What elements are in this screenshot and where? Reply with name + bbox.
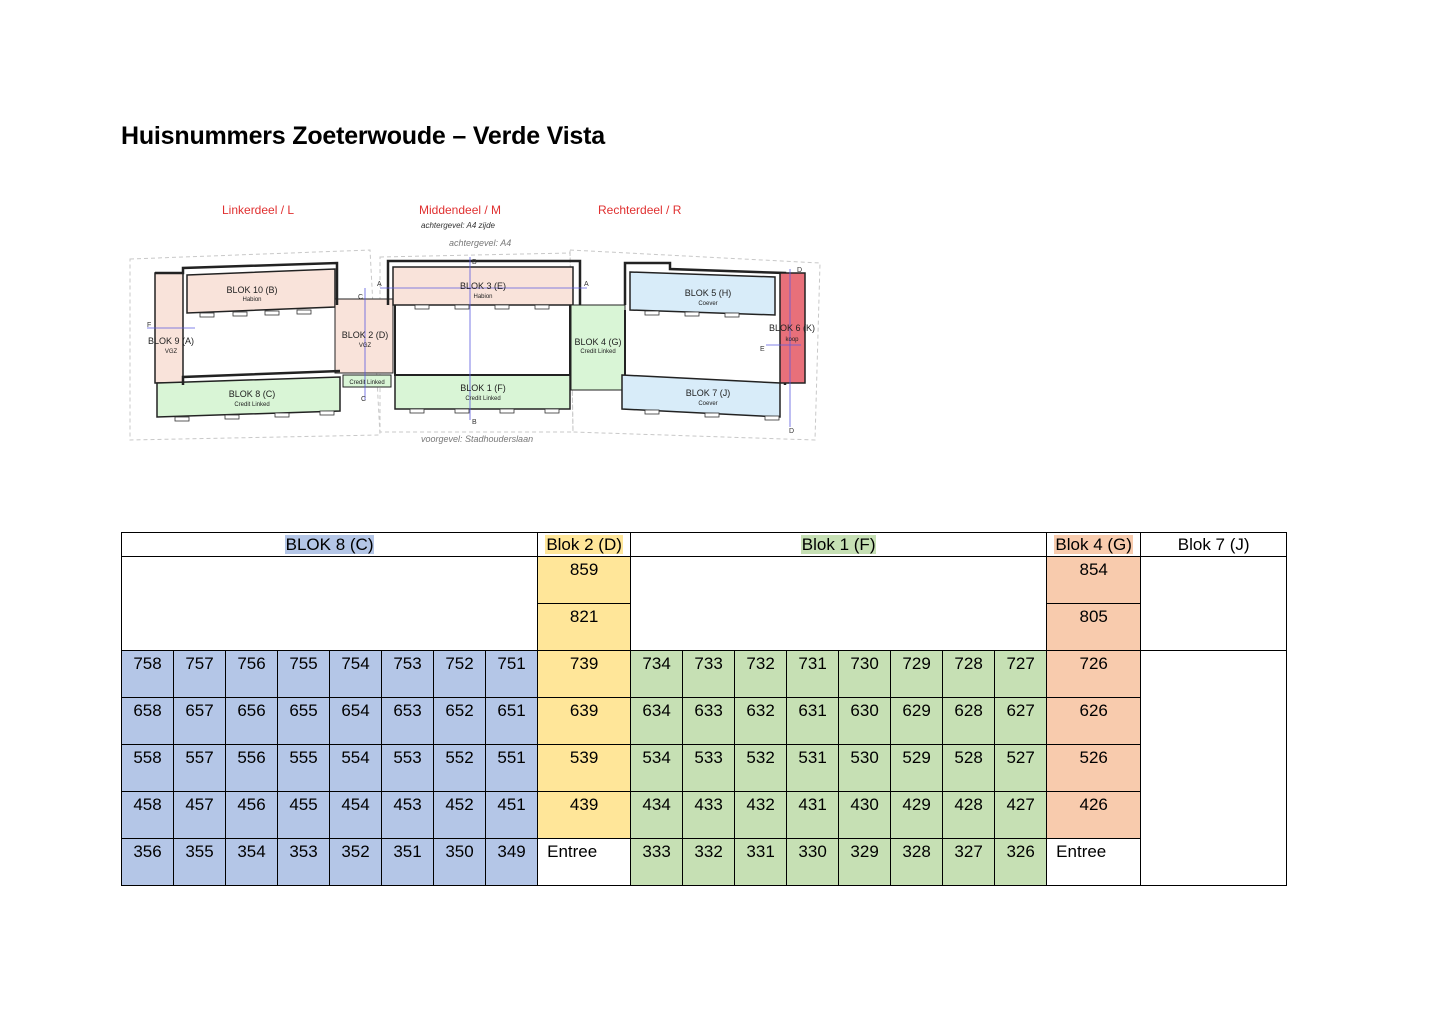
cell-value: 434 bbox=[642, 795, 671, 814]
empty-cell-blok7-top bbox=[1141, 557, 1287, 651]
cell-value: 331 bbox=[746, 842, 775, 861]
credit-linked-strip-label: Credit Linked bbox=[349, 380, 385, 386]
cell-value: 530 bbox=[850, 748, 879, 767]
cell-value: 329 bbox=[850, 842, 879, 861]
cell-blok1 bbox=[735, 839, 787, 886]
cell-blok4 bbox=[1047, 839, 1141, 886]
cell-blok8 bbox=[486, 698, 538, 745]
cell-blok8 bbox=[122, 839, 174, 886]
cell-blok8 bbox=[174, 745, 226, 792]
blok-1-sub: Credit Linked bbox=[465, 396, 501, 402]
cell-value: 531 bbox=[798, 748, 827, 767]
cell-value: 428 bbox=[954, 795, 983, 814]
section-mark-b1: B bbox=[472, 259, 477, 266]
cell-value: 551 bbox=[497, 748, 526, 767]
cell-value: 454 bbox=[341, 795, 370, 814]
table-row bbox=[122, 651, 1287, 698]
cell-value: 758 bbox=[133, 654, 162, 673]
cell-value: 733 bbox=[694, 654, 723, 673]
cell-value: 332 bbox=[694, 842, 723, 861]
cell-value: 627 bbox=[1006, 701, 1035, 720]
cell-value: 727 bbox=[1006, 654, 1035, 673]
cell-value: 656 bbox=[237, 701, 266, 720]
cell-blok8 bbox=[174, 698, 226, 745]
cell-blok1 bbox=[891, 745, 943, 792]
cell-blok8 bbox=[486, 651, 538, 698]
blok-8-sub: Credit Linked bbox=[234, 402, 270, 408]
cell-value: 534 bbox=[642, 748, 671, 767]
cell-value: 633 bbox=[694, 701, 723, 720]
header-blok2-label: Blok 2 (D) bbox=[546, 534, 622, 554]
cell-value: 353 bbox=[289, 842, 318, 861]
cell-blok1 bbox=[943, 745, 995, 792]
blok-3-sub: Habion bbox=[473, 294, 493, 300]
blok-7-sub: Coever bbox=[698, 401, 718, 407]
table-row bbox=[122, 745, 1287, 792]
cell-value: 333 bbox=[642, 842, 671, 861]
house-number-table bbox=[121, 532, 1287, 886]
cell-blok2 bbox=[538, 557, 631, 604]
header-blok4-label: Blok 4 (G) bbox=[1055, 534, 1132, 554]
cell-value: 626 bbox=[1079, 701, 1108, 720]
section-mark-d1: D bbox=[797, 267, 803, 274]
cell-blok1 bbox=[995, 792, 1047, 839]
cell-value: 349 bbox=[497, 842, 526, 861]
cell-blok1 bbox=[787, 745, 839, 792]
cell-value: 732 bbox=[746, 654, 775, 673]
table-row bbox=[122, 698, 1287, 745]
table-row bbox=[122, 792, 1287, 839]
blok-2-label: BLOK 2 (D) bbox=[341, 330, 389, 340]
site-floor-plan bbox=[125, 195, 825, 450]
blok-7-label: BLOK 7 (J) bbox=[685, 388, 731, 398]
cell-blok1 bbox=[735, 698, 787, 745]
header-blok1 bbox=[631, 533, 1047, 557]
cell-blok4 bbox=[1047, 651, 1141, 698]
cell-blok8 bbox=[434, 839, 486, 886]
cell-value: 755 bbox=[289, 654, 318, 673]
cell-value: 752 bbox=[445, 654, 474, 673]
cell-value: Entree bbox=[547, 842, 598, 861]
blok-8-label: BLOK 8 (C) bbox=[228, 389, 276, 399]
blok-10-sub: Habion bbox=[242, 297, 262, 303]
cell-blok8 bbox=[278, 651, 330, 698]
cell-value: 452 bbox=[445, 795, 474, 814]
cell-value: 628 bbox=[954, 701, 983, 720]
blok-4-sub: Credit Linked bbox=[580, 349, 616, 355]
cell-value: 652 bbox=[445, 701, 474, 720]
cell-blok1 bbox=[735, 651, 787, 698]
cell-value: 451 bbox=[497, 795, 526, 814]
header-blok4 bbox=[1047, 533, 1141, 557]
cell-blok8 bbox=[122, 651, 174, 698]
blok-1-label: BLOK 1 (F) bbox=[460, 383, 506, 393]
cell-value: 356 bbox=[133, 842, 162, 861]
cell-blok1 bbox=[683, 651, 735, 698]
cell-blok2 bbox=[538, 651, 631, 698]
section-mark-c1: C bbox=[358, 294, 364, 301]
cell-blok1 bbox=[787, 839, 839, 886]
cell-value: 533 bbox=[694, 748, 723, 767]
cell-blok1 bbox=[631, 651, 683, 698]
cell-value: 458 bbox=[133, 795, 162, 814]
cell-value: 634 bbox=[642, 701, 671, 720]
empty-cell-blok7 bbox=[1141, 651, 1287, 886]
cell-blok2 bbox=[538, 745, 631, 792]
cell-value: 556 bbox=[237, 748, 266, 767]
section-mark-e: E bbox=[760, 346, 765, 353]
cell-value: 805 bbox=[1079, 607, 1108, 626]
cell-blok8 bbox=[278, 745, 330, 792]
cell-blok8 bbox=[278, 839, 330, 886]
cell-value: 734 bbox=[642, 654, 671, 673]
cell-value: 726 bbox=[1079, 654, 1108, 673]
cell-blok1 bbox=[839, 839, 891, 886]
cell-value: 632 bbox=[746, 701, 775, 720]
cell-value: 552 bbox=[445, 748, 474, 767]
cell-value: 739 bbox=[569, 654, 599, 673]
cell-blok8 bbox=[434, 698, 486, 745]
cell-value: 330 bbox=[798, 842, 827, 861]
cell-blok1 bbox=[631, 792, 683, 839]
cell-blok8 bbox=[226, 651, 278, 698]
cell-value: 821 bbox=[569, 607, 599, 626]
cell-blok2 bbox=[538, 698, 631, 745]
cell-value: 653 bbox=[393, 701, 422, 720]
cell-value: 558 bbox=[133, 748, 162, 767]
cell-value: 731 bbox=[798, 654, 827, 673]
cell-value: 655 bbox=[289, 701, 318, 720]
header-blok2 bbox=[538, 533, 631, 557]
cell-value: 657 bbox=[185, 701, 214, 720]
cell-blok1 bbox=[839, 651, 891, 698]
blok-10-label: BLOK 10 (B) bbox=[226, 285, 278, 295]
cell-value: 728 bbox=[954, 654, 983, 673]
cell-blok4 bbox=[1047, 792, 1141, 839]
achtergevel-a4-zijde-label: achtergevel: A4 zijde bbox=[421, 221, 495, 230]
cell-value: 455 bbox=[289, 795, 318, 814]
section-mark-a2: A bbox=[584, 281, 589, 288]
cell-blok8 bbox=[330, 792, 382, 839]
cell-blok1 bbox=[631, 698, 683, 745]
cell-value: 439 bbox=[569, 795, 599, 814]
cell-blok8 bbox=[330, 651, 382, 698]
header-blok8 bbox=[122, 533, 538, 557]
cell-blok8 bbox=[226, 698, 278, 745]
cell-value: 751 bbox=[497, 654, 526, 673]
cell-blok8 bbox=[434, 651, 486, 698]
cell-value: 327 bbox=[954, 842, 983, 861]
blok-5-label: BLOK 5 (H) bbox=[684, 288, 732, 298]
cell-blok8 bbox=[226, 745, 278, 792]
cell-blok2 bbox=[538, 839, 631, 886]
cell-value: 756 bbox=[237, 654, 266, 673]
cell-blok8 bbox=[122, 792, 174, 839]
cell-blok8 bbox=[486, 839, 538, 886]
cell-value: 753 bbox=[393, 654, 422, 673]
cell-value: 527 bbox=[1006, 748, 1035, 767]
empty-cell-blok8 bbox=[122, 557, 538, 651]
cell-blok2 bbox=[538, 792, 631, 839]
blok-5-sub: Coever bbox=[698, 301, 718, 307]
blok-4-shape bbox=[571, 305, 625, 390]
cell-value: 432 bbox=[746, 795, 775, 814]
cell-blok1 bbox=[943, 792, 995, 839]
section-label-left: Linkerdeel / L bbox=[222, 203, 295, 217]
cell-value: 854 bbox=[1079, 560, 1108, 579]
cell-blok1 bbox=[891, 651, 943, 698]
cell-value: 532 bbox=[746, 748, 775, 767]
cell-blok8 bbox=[382, 651, 434, 698]
cell-blok8 bbox=[122, 745, 174, 792]
cell-blok8 bbox=[122, 698, 174, 745]
cell-blok1 bbox=[943, 839, 995, 886]
cell-value: 529 bbox=[902, 748, 931, 767]
cell-value: 729 bbox=[902, 654, 931, 673]
cell-blok1 bbox=[995, 651, 1047, 698]
cell-blok1 bbox=[891, 839, 943, 886]
cell-blok1 bbox=[995, 745, 1047, 792]
cell-blok8 bbox=[174, 839, 226, 886]
cell-blok1 bbox=[631, 745, 683, 792]
cell-value: 326 bbox=[1006, 842, 1035, 861]
cell-blok1 bbox=[631, 839, 683, 886]
cell-blok1 bbox=[735, 745, 787, 792]
cell-blok8 bbox=[330, 839, 382, 886]
cell-blok4 bbox=[1047, 604, 1141, 651]
cell-value: 457 bbox=[185, 795, 214, 814]
header-blok7 bbox=[1141, 533, 1287, 557]
cell-blok1 bbox=[787, 792, 839, 839]
cell-value: 350 bbox=[445, 842, 474, 861]
cell-value: 631 bbox=[798, 701, 827, 720]
blok-2-sub: VGZ bbox=[358, 343, 372, 349]
blok-6-label: BLOK 6 (K) bbox=[768, 323, 816, 333]
cell-blok1 bbox=[839, 698, 891, 745]
cell-value: 433 bbox=[694, 795, 723, 814]
cell-blok8 bbox=[174, 651, 226, 698]
section-label-middle: Middendeel / M bbox=[419, 203, 502, 217]
cell-blok1 bbox=[839, 792, 891, 839]
cell-blok8 bbox=[382, 792, 434, 839]
header-blok1-label: Blok 1 (F) bbox=[801, 534, 876, 554]
cell-blok8 bbox=[330, 745, 382, 792]
cell-value: 352 bbox=[341, 842, 370, 861]
cell-blok1 bbox=[787, 651, 839, 698]
cell-blok8 bbox=[382, 698, 434, 745]
cell-value: 629 bbox=[902, 701, 931, 720]
cell-blok2 bbox=[538, 604, 631, 651]
cell-blok1 bbox=[683, 745, 735, 792]
cell-blok8 bbox=[226, 839, 278, 886]
cell-value: 754 bbox=[341, 654, 370, 673]
cell-value: 557 bbox=[185, 748, 214, 767]
table-row bbox=[122, 839, 1287, 886]
section-mark-c2: C bbox=[361, 396, 367, 403]
cell-value: 355 bbox=[185, 842, 214, 861]
cell-value: 453 bbox=[393, 795, 422, 814]
cell-blok8 bbox=[382, 839, 434, 886]
empty-cell-blok1 bbox=[631, 557, 1047, 651]
cell-blok1 bbox=[839, 745, 891, 792]
cell-blok8 bbox=[486, 745, 538, 792]
cell-blok8 bbox=[434, 745, 486, 792]
cell-value: 630 bbox=[850, 701, 879, 720]
section-mark-b2: B bbox=[472, 419, 477, 426]
cell-blok1 bbox=[943, 651, 995, 698]
cell-blok8 bbox=[330, 698, 382, 745]
cell-value: 654 bbox=[341, 701, 370, 720]
cell-blok1 bbox=[787, 698, 839, 745]
cell-blok1 bbox=[683, 792, 735, 839]
blok-6-sub: koop bbox=[785, 337, 799, 343]
blok-4-label: BLOK 4 (G) bbox=[574, 337, 622, 347]
cell-blok4 bbox=[1047, 557, 1141, 604]
section-label-right: Rechterdeel / R bbox=[598, 203, 682, 217]
cell-value: 351 bbox=[393, 842, 422, 861]
cell-blok8 bbox=[174, 792, 226, 839]
cell-value: 658 bbox=[133, 701, 162, 720]
cell-value: 859 bbox=[569, 560, 599, 579]
cell-value: 555 bbox=[289, 748, 318, 767]
cell-value: 354 bbox=[237, 842, 266, 861]
cell-blok4 bbox=[1047, 745, 1141, 792]
cell-blok1 bbox=[735, 792, 787, 839]
cell-blok1 bbox=[995, 698, 1047, 745]
cell-blok1 bbox=[943, 698, 995, 745]
section-mark-f: F bbox=[147, 322, 152, 329]
blok-3-label: BLOK 3 (E) bbox=[459, 281, 507, 291]
cell-value: 431 bbox=[798, 795, 827, 814]
cell-value: 430 bbox=[850, 795, 879, 814]
blok-9-sub: VGZ bbox=[164, 349, 178, 355]
cell-blok8 bbox=[226, 792, 278, 839]
table-row bbox=[122, 557, 1287, 604]
cell-value: 553 bbox=[393, 748, 422, 767]
section-mark-d2: D bbox=[789, 428, 795, 435]
cell-blok8 bbox=[278, 698, 330, 745]
cell-value: 539 bbox=[569, 748, 599, 767]
cell-blok8 bbox=[486, 792, 538, 839]
cell-value: 528 bbox=[954, 748, 983, 767]
cell-blok8 bbox=[382, 745, 434, 792]
cell-value: 328 bbox=[902, 842, 931, 861]
cell-value: 426 bbox=[1079, 795, 1108, 814]
table-header-row bbox=[122, 533, 1287, 557]
cell-value: Entree bbox=[1056, 842, 1107, 861]
cell-blok8 bbox=[434, 792, 486, 839]
cell-blok1 bbox=[683, 839, 735, 886]
cell-value: 639 bbox=[569, 701, 599, 720]
header-blok8-label: BLOK 8 (C) bbox=[285, 534, 374, 554]
cell-value: 526 bbox=[1079, 748, 1108, 767]
cell-blok1 bbox=[995, 839, 1047, 886]
cell-blok1 bbox=[891, 698, 943, 745]
blok-9-label: BLOK 9 (A) bbox=[147, 336, 195, 346]
page-title: Huisnummers Zoeterwoude – Verde Vista bbox=[121, 122, 605, 150]
cell-value: 757 bbox=[185, 654, 214, 673]
cell-blok1 bbox=[683, 698, 735, 745]
voorgevel-label: voorgevel: Stadhouderslaan bbox=[421, 434, 534, 444]
cell-value: 456 bbox=[237, 795, 266, 814]
cell-value: 651 bbox=[497, 701, 526, 720]
cell-value: 730 bbox=[850, 654, 879, 673]
cell-value: 427 bbox=[1006, 795, 1035, 814]
cell-value: 429 bbox=[902, 795, 931, 814]
cell-blok8 bbox=[278, 792, 330, 839]
cell-blok1 bbox=[891, 792, 943, 839]
achtergevel-a4-label: achtergevel: A4 bbox=[449, 238, 512, 248]
cell-blok4 bbox=[1047, 698, 1141, 745]
section-mark-a1: A bbox=[377, 281, 382, 288]
cell-value: 554 bbox=[341, 748, 370, 767]
header-blok7-label: Blok 7 (J) bbox=[1177, 534, 1250, 554]
